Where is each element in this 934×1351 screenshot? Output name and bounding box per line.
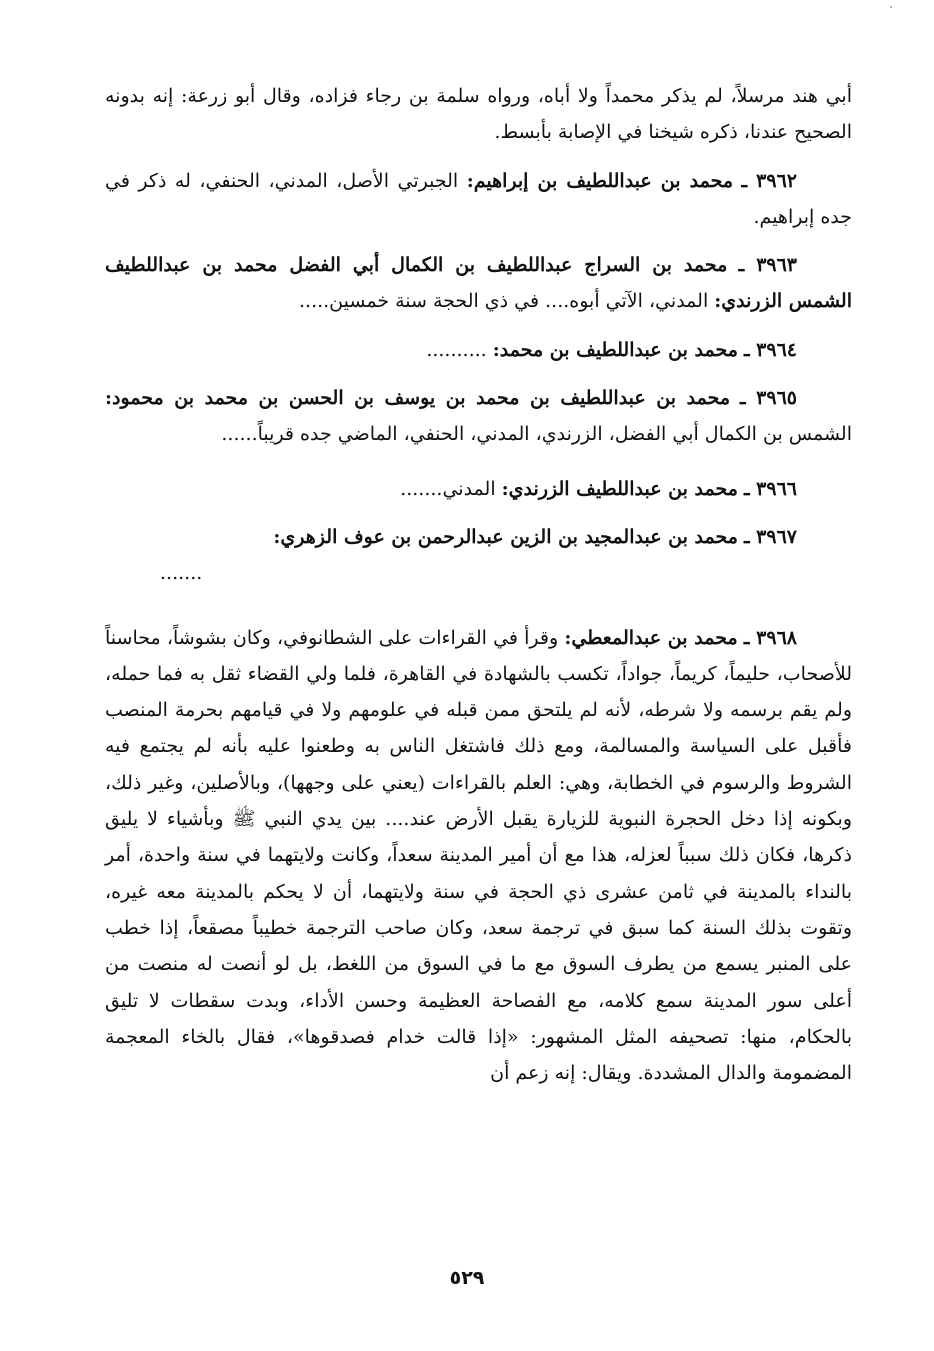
entry-name: محمد بن السراج عبداللطيف بن الكمال أبي الفضل محمد بن عبداللطيف الشمس الزرندي: xyxy=(105,254,852,313)
entry-text: المدني، الآتي أبوه.... في ذي الحجة سنة خمسين..... xyxy=(298,290,709,313)
entry-3968 xyxy=(105,620,852,1092)
entry-name: محمد بن عبداللطيف بن إبراهيم: xyxy=(466,169,734,192)
entry-number: ٣٩٦٥ ـ xyxy=(740,387,797,410)
entry-number: ٣٩٦٦ ـ xyxy=(743,477,797,500)
entry-3965 xyxy=(105,380,852,453)
entry-number: ٣٩٦٣ ـ xyxy=(738,254,798,277)
entry-3966 xyxy=(105,471,852,507)
entry-text: المدني....... xyxy=(400,477,496,500)
entry-text: وقرأ في القراءات على الشطانوفي، وكان بشوشاً، محاسناً للأصحاب، حليماً، كريماً، جواداً، تكسب بالشهادة في القاهرة، فلما ولي القضاء ثقل به فما حمله، ولم يقم برسمه ولا شرطه، لأنه لم يلتحق ممن قبله في علومهم ولا في قيامهم بحرمة المنصب فأقبل على السياسة والمسالمة، ومع ذلك فاشتغل الناس به وطعنوا عليه بأنه لم يجتمع فيه الشروط والرسوم في الخطابة، وهي: العلم بالقراءات (يعني على وجهها)، وبالأصلين، وغير ذلك، وبكونه إذا دخل الحجرة النبوية للزيارة يقبل الأرض عند.... بين يدي النبي ﷺ وبأشياء لا يليق ذكرها، فكان ذلك سبباً لعزله، هذا مع أن أمير المدينة سعداً، وكانت ولايتهما في سنة واحدة، أمر بالنداء بالمدينة في ثامن عشرى ذي الحجة في سنة ولايتهما، أن لا يحكم بالمدينة معه غيره، وتقوت بذلك السنة كما سبق في ترجمة سعد، وكان صاحب الترجمة خطيباً مصقعاً، إذا خطب على المنبر يسمع من يطرف السوق مع ما في السوق من اللغط، بل لو أنصت له منصت من أعلى سور المدينة سمع كلامه، مع الفصاحة العظيمة وحسن الأداء، وبدت سقطات لا تليق بالحكام، منها: تصحيفه المثل المشهور: «إذا قالت خدام فصدقوها»، فقال بالخاء المعجمة المضمومة والدال المشددة. ويقال: إنه زعم أن xyxy=(105,626,852,1085)
entry-name: محمد بن عبداللطيف بن محمد بن يوسف بن الحسن بن محمد بن محمود: xyxy=(105,387,731,410)
entry-name: محمد بن عبداللطيف بن محمد: xyxy=(492,338,738,361)
entry-number: ٣٩٦٢ ـ xyxy=(741,169,797,192)
entry-name: محمد بن عبدالمجيد بن الزين عبدالرحمن بن عوف الزهري: xyxy=(273,525,738,548)
continuation-paragraph xyxy=(105,78,852,151)
entry-name: محمد بن عبدالمعطي: xyxy=(564,626,738,649)
entry-text: .......... xyxy=(426,338,487,361)
continuation-text: أبي هند مرسلاً، لم يذكر محمداً ولا أباه، ورواه سلمة بن رجاء فزاده، وقال أبو زرعة: إنه بدونه الصحيح عندنا، ذكره شيخنا في الإصابة بأبسط. xyxy=(105,85,852,144)
entry-text: الشمس بن الكمال أبي الفضل، الزرندي، المدني، الحنفي، الماضي جده قريباً...... xyxy=(221,423,852,446)
entry-3963 xyxy=(105,247,852,320)
ellipsis-line: ....... xyxy=(160,562,203,585)
page-number: ٥٢٩ xyxy=(449,1267,485,1289)
entry-number: ٣٩٦٧ ـ xyxy=(743,525,797,548)
entry-text: الجبرتي الأصل، المدني، الحنفي، له ذكر في جده إبراهيم. xyxy=(105,169,852,228)
corner-speck xyxy=(890,6,892,8)
entry-3967 xyxy=(105,519,852,592)
entry-3962 xyxy=(105,163,852,236)
entry-name: محمد بن عبداللطيف الزرندي: xyxy=(501,477,738,500)
page-body xyxy=(105,78,852,1091)
entry-3964 xyxy=(105,332,852,368)
entry-number: ٣٩٦٨ ـ xyxy=(743,626,797,649)
entry-number: ٣٩٦٤ ـ xyxy=(743,338,797,361)
